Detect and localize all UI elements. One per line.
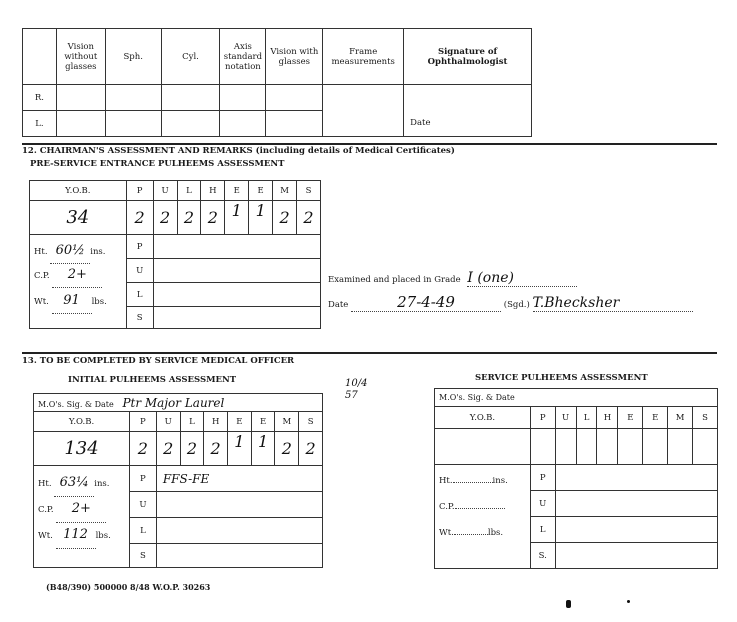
- row-letter: P: [129, 466, 156, 492]
- row-label: R.: [23, 85, 57, 111]
- col-header: S: [297, 181, 321, 201]
- ink-speck: [566, 600, 571, 608]
- col-header: E: [228, 412, 252, 432]
- grade-label: Examined and placed in Grade: [328, 275, 461, 285]
- vision-header: Vision without glasses: [56, 29, 105, 85]
- col-header: M: [668, 407, 693, 429]
- measurements-cell: [435, 465, 531, 569]
- vision-table: [22, 28, 532, 137]
- score: 1: [251, 432, 275, 466]
- mo-sig-row: [34, 394, 323, 412]
- grade-row: [328, 271, 577, 287]
- section12-title: 12. CHAIRMAN'S ASSESSMENT AND REMARKS (including details of Medical Certificates): [22, 146, 455, 156]
- col-header: S: [693, 407, 718, 429]
- col-header: U: [156, 412, 180, 432]
- cp-value: 2+: [56, 496, 106, 523]
- score: 2: [129, 432, 156, 466]
- row-letter: L: [530, 517, 555, 543]
- score: 2: [299, 432, 323, 466]
- row-letter: S: [129, 544, 156, 568]
- score: 2: [201, 201, 225, 235]
- date-label: Date: [328, 300, 349, 310]
- row-letter: S: [126, 307, 153, 329]
- date-label: Date: [404, 85, 532, 137]
- mo-signature: Ptr Major Laurel: [122, 395, 225, 410]
- yob-value: 34: [30, 201, 127, 235]
- col-header: U: [555, 407, 576, 429]
- wt-value: 112: [56, 522, 96, 549]
- score: 1: [249, 201, 273, 235]
- score: 2: [156, 432, 180, 466]
- ht-unit: ins.: [94, 479, 110, 489]
- grade-value: I (one): [467, 271, 577, 287]
- row-letter: L: [129, 518, 156, 544]
- date-sgd-row: [328, 294, 693, 312]
- pulheems-table-service: [434, 388, 718, 569]
- section13-subtitle: INITIAL PULHEEMS ASSESSMENT: [68, 375, 237, 385]
- cp-label: C.P.: [38, 505, 54, 515]
- wt-label: Wt.: [38, 531, 53, 541]
- vision-header: Cyl.: [161, 29, 220, 85]
- vision-header: Vision with glasses: [266, 29, 323, 85]
- vision-header: Signature of Ophthalmologist: [404, 29, 532, 85]
- remark: FFS-FE: [156, 466, 322, 492]
- col-header: L: [180, 412, 204, 432]
- score: 2: [153, 201, 177, 235]
- col-header: P: [126, 181, 153, 201]
- col-header: P: [129, 412, 156, 432]
- score: 2: [180, 432, 204, 466]
- cp-label: C.P.: [34, 271, 50, 281]
- ht-label: Ht.: [38, 479, 52, 489]
- col-header: M: [275, 412, 299, 432]
- pulheems-table-12: [29, 180, 321, 329]
- measurements-cell: [34, 466, 130, 568]
- col-header: H: [597, 407, 618, 429]
- ht-label: Ht.: [439, 476, 453, 486]
- section-divider: [22, 143, 717, 145]
- row-label: L.: [23, 111, 57, 137]
- wt-label: Wt.: [34, 297, 49, 307]
- vision-header: Sph.: [105, 29, 161, 85]
- col-header: E: [618, 407, 643, 429]
- signature: T.Bhecksher: [533, 296, 693, 312]
- section-divider: [22, 352, 717, 354]
- col-header: P: [530, 407, 555, 429]
- ht-value: 63¼: [54, 470, 94, 497]
- col-header: H: [201, 181, 225, 201]
- yob-label: Y.O.B.: [30, 181, 127, 201]
- score: 2: [204, 432, 228, 466]
- yob-value: 134: [34, 432, 130, 466]
- section13-title: 13. TO BE COMPLETED BY SERVICE MEDICAL OFFICER: [22, 356, 295, 366]
- pulheems-table-13: [33, 393, 323, 568]
- service-title: SERVICE PULHEEMS ASSESSMENT: [475, 373, 648, 383]
- score: 2: [177, 201, 201, 235]
- ink-speck: [627, 600, 630, 603]
- mo-label: M.O's. Sig. & Date: [439, 392, 515, 402]
- ht-label: Ht.: [34, 247, 48, 257]
- row-letter: P: [530, 465, 555, 491]
- score: 2: [126, 201, 153, 235]
- wt-unit: lbs.: [487, 528, 504, 538]
- vision-header: Frame measurements: [323, 29, 404, 85]
- cp-label: C.P.: [439, 502, 455, 512]
- col-header: E: [251, 412, 275, 432]
- blank-cell: [23, 29, 57, 85]
- mo-label: M.O's. Sig. & Date: [38, 399, 114, 409]
- section12-subtitle: PRE-SERVICE ENTRANCE PULHEEMS ASSESSMENT: [30, 159, 285, 169]
- score: 2: [297, 201, 321, 235]
- col-header: E: [249, 181, 273, 201]
- col-header: E: [225, 181, 249, 201]
- measurements-cell: [30, 235, 127, 329]
- row-letter: U: [126, 259, 153, 283]
- wt-unit: lbs.: [95, 531, 111, 541]
- row-letter: S.: [530, 543, 555, 569]
- wt-label: Wt.: [439, 528, 454, 538]
- ht-unit: ins.: [90, 247, 106, 257]
- row-letter: U: [129, 492, 156, 518]
- ht-unit: ins.: [492, 476, 508, 486]
- col-header: M: [273, 181, 297, 201]
- row-letter: P: [126, 235, 153, 259]
- col-header: H: [204, 412, 228, 432]
- mo-date: 10/4 57: [345, 378, 368, 401]
- score: 1: [228, 432, 252, 466]
- row-letter: U: [530, 491, 555, 517]
- form-footer: (B48/390) 500000 8/48 W.O.P. 30263: [46, 582, 211, 592]
- yob-label: Y.O.B.: [435, 407, 531, 429]
- sgd-label: (Sgd.): [503, 300, 530, 310]
- col-header: L: [576, 407, 597, 429]
- score: 2: [275, 432, 299, 466]
- remarks-line: [153, 235, 320, 259]
- col-header: L: [177, 181, 201, 201]
- wt-value: 91: [52, 289, 92, 314]
- col-header: S: [299, 412, 323, 432]
- ht-value: 60½: [50, 239, 90, 264]
- col-header: U: [153, 181, 177, 201]
- vision-header: Axis standard notation: [220, 29, 266, 85]
- date-value: 27-4-49: [351, 294, 501, 312]
- yob-label: Y.O.B.: [34, 412, 130, 432]
- score: 2: [273, 201, 297, 235]
- wt-unit: lbs.: [91, 297, 107, 307]
- cp-value: 2+: [52, 263, 102, 288]
- score: 1: [225, 201, 249, 235]
- row-letter: L: [126, 283, 153, 307]
- col-header: E: [643, 407, 668, 429]
- mo-sig-row: [435, 389, 718, 407]
